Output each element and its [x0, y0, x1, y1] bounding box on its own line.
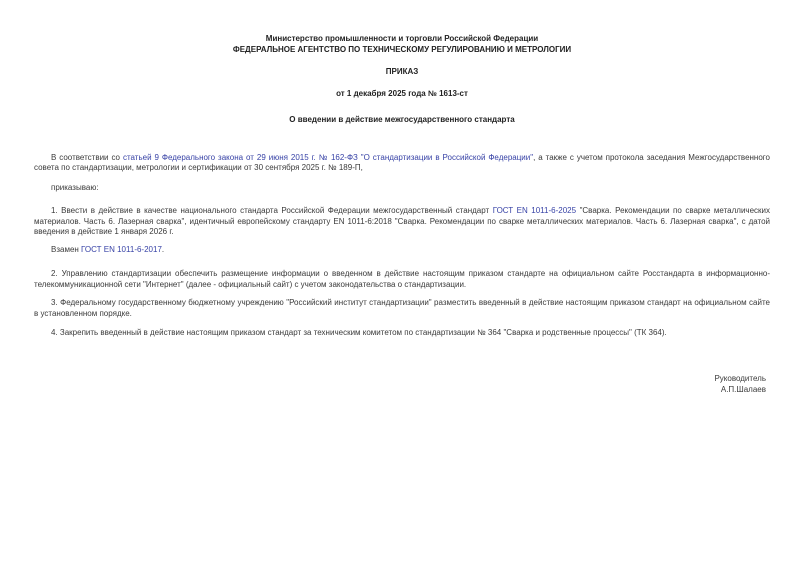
vzamen-period: . — [161, 244, 165, 254]
gost-en-1011-6-2017-link[interactable]: ГОСТ EN 1011-6-2017 — [81, 244, 162, 254]
doc-subject-title: О введении в действие межгосударственного стандарта — [289, 115, 515, 124]
preamble-paragraph — [34, 153, 770, 174]
federal-law-link[interactable]: статьей 9 Федерального закона от 29 июня 2015 г. № 162-ФЗ "О стандартизации в Российской Федерации" — [122, 152, 534, 162]
signature-name: А.П.Шалаев — [720, 384, 766, 394]
order-item-2: 2. Управлению стандартизации обеспечить размещение информации о введенном в действие настоящим приказом стандарте на официальном сайте Росстандарта в информационно-телекоммуникационной сети "Интернет" (далее - официальный сайт) с учетом законодательства о стандартизации. — [34, 269, 770, 289]
ministry-line: Министерство промышленности и торговли Российской Федерации — [265, 34, 539, 43]
gost-en-1011-6-2025-link[interactable]: ГОСТ EN 1011-6-2025 — [492, 206, 577, 215]
document-header — [34, 33, 770, 55]
item1-text-before-link: 1. Ввести в действие в качестве национального стандарта Российской Федерации межгосударственный стандарт — [51, 206, 493, 215]
doc-type-heading: ПРИКАЗ — [385, 67, 419, 76]
preamble-text-after-link: , а также с учетом протокола заседания Межгосударственного совета по стандартизации, метрологии и сертификации от 30 сентября 2025 г. № 189-П, — [34, 152, 770, 172]
order-word-line: приказываю: — [51, 182, 99, 192]
vzamen-text: Взамен — [51, 244, 82, 254]
signature-position: Руководитель — [714, 373, 766, 383]
preamble-text-before-link: В соответствии со — [51, 152, 123, 162]
order-item-4: 4. Закрепить введенный в действие настоящим приказом стандарт за техническим комитетом по стандартизации № 364 "Сварка и родственные процессы" (ТК 364). — [51, 328, 667, 337]
doc-date-number-line: от 1 декабря 2025 года № 1613-ст — [336, 88, 468, 98]
signature-block — [34, 373, 770, 395]
item1-text-after-link: "Сварка. Рекомендации по сварке металлических материалов. Часть 6. Лазерная сварка", идентичный европейскому стандарту EN 1011-6:2018 "Сварка. Рекомендации по сварке металлических материалов. Часть 6. Лазерная сварка", с датой введения в действие 1 января 2026 г. — [34, 206, 771, 236]
order-item-3: 3. Федеральному государственному бюджетному учреждению "Российский институт стандартизации" разместить введенный в действие настоящим приказом стандарт на официальном сайте в установленном порядке. — [34, 298, 770, 318]
order-item-1 — [34, 206, 770, 238]
agency-line: ФЕДЕРАЛЬНОЕ АГЕНТСТВО ПО ТЕХНИЧЕСКОМУ РЕГУЛИРОВАНИЮ И МЕТРОЛОГИИ — [232, 45, 572, 54]
replacement-note-line — [34, 245, 770, 256]
